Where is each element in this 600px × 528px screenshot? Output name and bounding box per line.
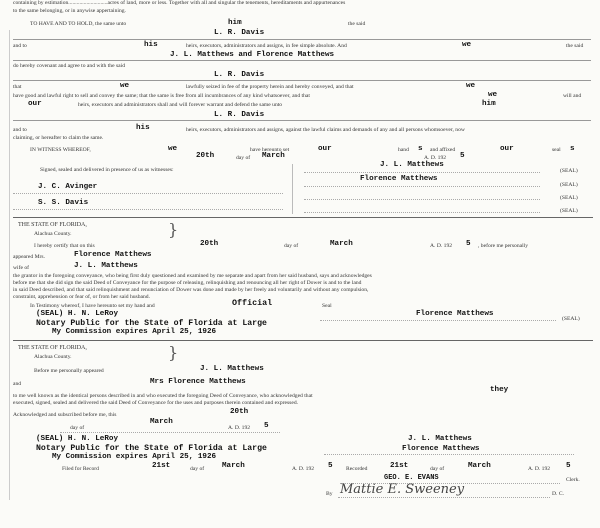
rule [13, 120, 591, 121]
margin-line [9, 30, 10, 500]
witness-line [13, 193, 283, 194]
s-letter-2: s [570, 145, 575, 153]
ack2-name-2: Mrs Florence Matthews [150, 378, 246, 386]
ack2-month: March [150, 418, 173, 426]
state-brace: } [168, 343, 179, 362]
rule [13, 60, 591, 61]
ack1-seal-word: Seal [322, 303, 332, 309]
heirs-text-1: heirs, executors, administrators and assigns, in fee simple absolute. And [186, 43, 347, 49]
have-hereunto: have hereunto set [250, 147, 290, 153]
we-word-3: we [466, 82, 476, 90]
ack1-husband: J. L. Matthews [74, 262, 138, 270]
ack2-they: they [490, 386, 509, 394]
and-to-label: and to [13, 43, 27, 49]
covenant-text: do hereby covenant and agree to and with the said [13, 63, 125, 69]
his-word-1: his [144, 41, 158, 49]
our-word-2: our [318, 145, 332, 153]
filed-day-of: day of [190, 466, 205, 472]
rec-year: 5 [566, 462, 571, 470]
ack2-notary-line: Notary Public for the State of Florida at Large [36, 444, 267, 453]
ack2-before: Before me personally appeared [34, 368, 104, 374]
witness-name-2: S. S. Davis [38, 199, 89, 207]
by-label: By [326, 491, 333, 497]
rec-month: March [468, 462, 491, 470]
state-brace: } [168, 220, 179, 239]
ack1-body-2: before me that she did sign the said Deed of Conveyance for the purpose of releasing, relinquishing and renouncing all her right of Dower is and to the land [13, 280, 362, 286]
seal-tag: (SEAL) [560, 195, 578, 201]
clerk-label: Clerk. [566, 477, 580, 483]
our-word-1: our [28, 100, 42, 108]
ack2-state: THE STATE OF FLORIDA, [18, 345, 87, 351]
rule [13, 39, 591, 40]
dc-label: D. C. [552, 491, 564, 497]
affixed-label: and affixed [430, 147, 456, 153]
signature-line [304, 172, 540, 173]
ack1-wife-of: wife of [13, 265, 29, 271]
ack2-and: and [13, 381, 22, 387]
ack1-body-3: in said Deed described, and that said relinquishment and renunciation of Dower was done and made by her freely and voluntarily and without any compulsion, [13, 287, 369, 293]
ack1-testimony: In Testimony whereof, I have hereunto set my hand and [30, 303, 155, 309]
lawfully-text: lawfully seized in fee of the property herein and hereby conveyed, and that [186, 84, 354, 90]
ack1-appeared: appeared Mrs. [13, 254, 45, 260]
filed-ad: A. D. 192 [292, 466, 315, 472]
seal-tag: (SEAL) [560, 168, 578, 174]
filed-year: 5 [328, 462, 333, 470]
ack2-known-2: executed, signed, sealed and delivered the said Deed of Conveyance for the uses and purposes therein contained and expressed. [13, 400, 299, 406]
ack1-ad: A. D. 192 [430, 243, 453, 249]
section-divider [13, 217, 593, 218]
filed-label: Filed for Record [62, 466, 99, 472]
we-word-1: we [462, 41, 472, 49]
ack2-day: 20th [230, 408, 249, 416]
filed-day: 21st [152, 462, 171, 470]
claiming-text: claiming, or hereafter to claim the same. [13, 135, 104, 141]
ack1-day-of: day of [284, 243, 299, 249]
ack1-official: Official [232, 298, 273, 308]
clerk-name: GEO. E. EVANS [384, 474, 439, 482]
ack1-body-4: constraint, apprehension or fear of, or from her said husband. [13, 294, 151, 300]
ack2-name-1: J. L. Matthews [200, 365, 264, 373]
ack2-subscribed: Acknowledged and subscribed before me, this [13, 412, 117, 418]
ack1-state: THE STATE OF FLORIDA, [18, 222, 87, 228]
ack1-year: 5 [466, 240, 471, 248]
witness-whereof: IN WITNESS WHEREOF, [30, 147, 91, 153]
rec-ad: A. D. 192 [528, 466, 551, 472]
ack1-day: 20th [200, 240, 219, 248]
seal-tag: (SEAL) [560, 208, 578, 214]
ack2-ad: A. D. 192 [228, 425, 251, 431]
signed-sealed: Signed, sealed and delivered in presence of us as witnesses: [40, 167, 174, 173]
section-divider [13, 340, 593, 341]
deputy-signature: Mattie E. Sweeney [340, 482, 465, 497]
ack1-commission: My Commission expires April 25, 1926 [52, 328, 217, 336]
habendum-him: him [228, 19, 242, 27]
ack2-sig-1: J. L. Matthews [408, 435, 472, 443]
ack2-commission: My Commission expires April 25, 1926 [52, 453, 217, 461]
witness-year: 5 [460, 152, 465, 160]
heirs-text-3: heirs, executors, administrators and assigns, against the lawful claims and demands of any and all persons whomsoever, now [186, 127, 465, 133]
the-said-2: the said [566, 43, 584, 49]
ack1-month: March [330, 240, 353, 248]
rec-day: 21st [390, 462, 409, 470]
ack1-body-1: the grantor in the foregoing conveyance, who being first duly questioned and examined by me separate and apart from her said husband, says and acknowledges [13, 273, 372, 279]
we-word-5: we [168, 145, 178, 153]
grantee-name-1: L. R. Davis [214, 29, 265, 37]
signature-line [304, 212, 540, 213]
him-word-2: him [482, 100, 496, 108]
ack1-before: , before me personally [478, 243, 529, 249]
ack1-notary-seal: (SEAL) H. N. LeRoy [36, 310, 119, 318]
and-to-label-2: and to [13, 127, 27, 133]
filed-month: March [222, 462, 245, 470]
his-word-2: his [136, 124, 150, 132]
hand-label: hand [398, 147, 409, 153]
ack2-day-of: day of [70, 425, 85, 431]
grantee-name-3: L. R. Davis [214, 111, 265, 119]
witness-day: 20th [196, 152, 215, 160]
seal-tag: (SEAL) [560, 182, 578, 188]
ack2-year: 5 [264, 422, 269, 430]
ack1-county: Alachua County. [34, 231, 72, 237]
ack2-county: Alachua County. [34, 354, 72, 360]
grantor-signature-1: J. L. Matthews [380, 161, 444, 169]
ack2-notary-seal: (SEAL) H. N. LeRoy [36, 435, 119, 443]
our-word-3: our [500, 145, 514, 153]
that-label: that [13, 84, 22, 90]
witness-month: March [262, 152, 285, 160]
deputy-line [338, 497, 550, 498]
ack1-signature: Florence Matthews [416, 310, 494, 318]
the-said-label: the said [348, 21, 366, 27]
rec-day-of: day of [430, 466, 445, 472]
s-letter-1: s [418, 145, 423, 153]
notary-line [60, 432, 280, 433]
deed-top-line-2: to the same belonging, or in anywise appertaining. [13, 8, 126, 14]
grantors-names: J. L. Matthews and Florence Matthews [170, 51, 335, 59]
ack2-known-1: to me well known as the identical persons described in and who executed the foregoing Deed of Conveyance, who acknowledged that [13, 393, 313, 399]
have-good-text: have good and lawful right to sell and convey the same; that the same is free from all incumbrances of any kind whatsoever, and that [13, 93, 310, 99]
day-of-label: day of [236, 155, 251, 161]
deed-top-line: containing by estimation............................acres of land, more or less. Together with all and singular the tenements, hereditaments and appurtenances [13, 0, 346, 6]
signature-line [304, 199, 540, 200]
will-and-label: will and [563, 93, 582, 99]
seal-label: seal [552, 147, 561, 153]
signature-line [304, 186, 540, 187]
habendum-text: TO HAVE AND TO HOLD, the same unto [30, 21, 127, 27]
ad-label: A. D. 192 [424, 155, 447, 161]
ack1-appeared-name: Florence Matthews [74, 251, 152, 259]
ack1-certify: I hereby certify that on this [34, 243, 95, 249]
we-word-2: we [120, 82, 130, 90]
grantee-name-2: L. R. Davis [214, 71, 265, 79]
ack1-notary-line: Notary Public for the State of Florida at Large [36, 319, 267, 328]
witness-name-1: J. C. Avinger [38, 183, 98, 191]
ack2-sig-2: Florence Matthews [402, 445, 480, 453]
we-word-4: we [488, 91, 498, 99]
heirs-text-2: heirs, executors and administrators shall and will forever warrant and defend the same unto [78, 102, 283, 108]
seal-tag: (SEAL) [562, 316, 580, 322]
grantor-signature-2: Florence Matthews [360, 175, 438, 183]
divider [292, 164, 293, 214]
signature-line [324, 454, 574, 455]
signature-line [320, 320, 556, 321]
recorded-label: Recorded [346, 466, 368, 472]
rule [13, 80, 591, 81]
witness-line [13, 209, 283, 210]
